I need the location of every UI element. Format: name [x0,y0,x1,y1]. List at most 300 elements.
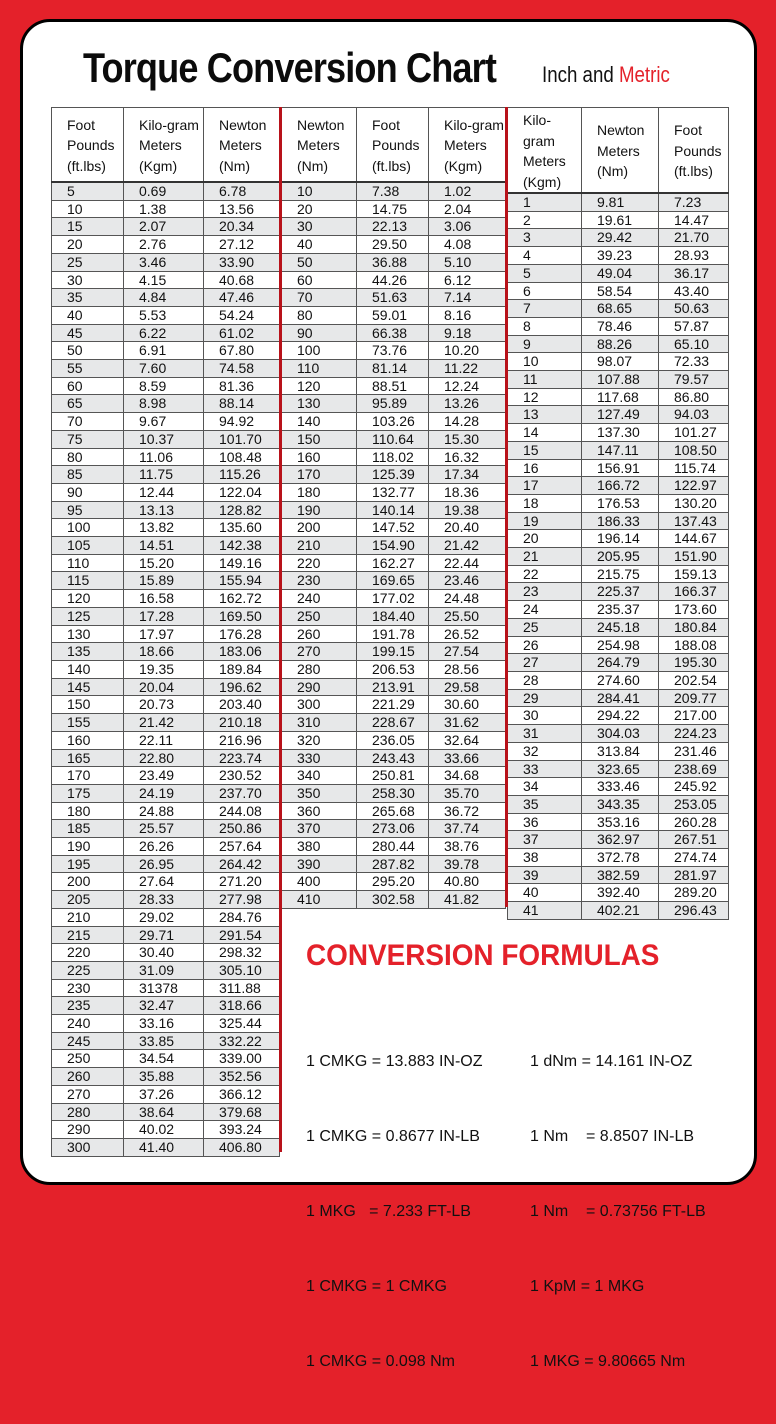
table-cell: 295.20 [357,873,429,891]
table-cell: 1 [508,193,582,211]
table-row [508,530,729,548]
table-cell: 88.26 [582,335,659,353]
table-row [52,1068,280,1086]
table-row [52,961,280,979]
formula: 1 CMKG = 1 CMKG [306,1278,447,1295]
table-row [282,483,506,501]
table-cell: 37 [508,831,582,849]
table-cell: 65 [52,395,124,413]
table-cell: 50 [282,253,357,271]
table-cell: 74.58 [204,360,280,378]
table-cell: 65.10 [659,335,729,353]
table-cell: 30 [282,218,357,236]
column-header: Newton Meters (Nm) [204,108,280,183]
table-cell: 43.40 [659,282,729,300]
table-cell: 17 [508,477,582,495]
table-cell: 19 [508,512,582,530]
table-row [508,760,729,778]
table-cell: 195.30 [659,654,729,672]
table-cell: 20.04 [124,678,204,696]
table-row [508,406,729,424]
table-row [52,820,280,838]
table-cell: 17.34 [429,466,506,484]
table-cell: 156.91 [582,459,659,477]
table-cell: 325.44 [204,1015,280,1033]
table-cell: 94.92 [204,413,280,431]
table-cell: 132.77 [357,483,429,501]
table-cell: 33.85 [124,1032,204,1050]
table-cell: 45 [52,324,124,342]
table-cell: 225 [52,961,124,979]
table-cell: 28.56 [429,660,506,678]
table-row [508,636,729,654]
table-cell: 4.15 [124,271,204,289]
table-cell: 130.20 [659,494,729,512]
table-cell: 21.42 [124,714,204,732]
table-cell: 330 [282,749,357,767]
table-cell: 186.33 [582,512,659,530]
table-cell: 75 [52,430,124,448]
table-row [282,182,506,200]
table-cell: 16 [508,459,582,477]
table-row [508,193,729,211]
table-cell: 14 [508,424,582,442]
table-cell: 2.04 [429,200,506,218]
table-row [508,778,729,796]
table-row [508,512,729,530]
table-cell: 81.36 [204,377,280,395]
table-cell: 32.47 [124,997,204,1015]
table-cell: 145 [52,678,124,696]
table-cell: 189.84 [204,660,280,678]
table-cell: 18.66 [124,643,204,661]
table-cell: 57.87 [659,317,729,335]
table-cell: 406.80 [204,1138,280,1156]
table-row [508,477,729,495]
table-cell: 14.75 [357,200,429,218]
table-cell: 24.48 [429,590,506,608]
table-cell: 22.44 [429,554,506,572]
table-cell: 9.18 [429,324,506,342]
table-cell: 36 [508,813,582,831]
table-cell: 333.46 [582,778,659,796]
table-row [52,519,280,537]
table-cell: 150 [52,696,124,714]
table-row [52,182,280,200]
table-cell: 20.40 [429,519,506,537]
table-cell: 115.74 [659,459,729,477]
table-nm-to-ftlb-kgm [281,107,506,909]
table-cell: 140 [52,660,124,678]
table-cell: 410 [282,891,357,909]
table-row [52,360,280,378]
table-cell: 205 [52,891,124,909]
table-row [508,335,729,353]
table-cell: 5 [508,264,582,282]
table-cell: 120 [52,590,124,608]
table-cell: 55 [52,360,124,378]
table-cell: 224.23 [659,725,729,743]
formula: 1 Nm = 0.73756 FT-LB [530,1203,706,1220]
table-cell: 166.72 [582,477,659,495]
table-cell: 200 [52,873,124,891]
table-cell: 220 [52,944,124,962]
table-cell: 32 [508,742,582,760]
table-cell: 50.63 [659,300,729,318]
table-row [508,866,729,884]
table-cell: 19.38 [429,501,506,519]
table-cell: 41.82 [429,891,506,909]
table-row [282,714,506,732]
table-row [52,342,280,360]
table-cell: 59.01 [357,306,429,324]
table-cell: 332.22 [204,1032,280,1050]
table-cell: 73.76 [357,342,429,360]
table-cell: 15 [508,441,582,459]
table-row [508,601,729,619]
formulas-right [530,999,706,1424]
table-cell: 16.58 [124,590,204,608]
table-row [52,572,280,590]
table-row [282,855,506,873]
table-cell: 18 [508,494,582,512]
table-cell: 7.14 [429,289,506,307]
table-cell: 108.50 [659,441,729,459]
table-row [282,218,506,236]
column-header: Foot Pounds (ft.lbs) [659,108,729,194]
table-cell: 290 [52,1121,124,1139]
table-cell: 184.40 [357,607,429,625]
table-cell: 298.32 [204,944,280,962]
table-row [282,448,506,466]
table-row [282,643,506,661]
table-cell: 170 [282,466,357,484]
table-row [52,784,280,802]
table-cell: 280.44 [357,838,429,856]
table-cell: 195 [52,855,124,873]
table-cell: 14.47 [659,211,729,229]
table-cell: 6.22 [124,324,204,342]
table-cell: 270 [52,1085,124,1103]
table-cell: 220 [282,554,357,572]
table-cell: 33.90 [204,253,280,271]
table-row [52,714,280,732]
table-cell: 8.16 [429,306,506,324]
table-cell: 21 [508,548,582,566]
table-cell: 4.84 [124,289,204,307]
table-cell: 27.64 [124,873,204,891]
table-cell: 98.07 [582,353,659,371]
table-cell: 7.23 [659,193,729,211]
table-cell: 238.69 [659,760,729,778]
table-cell: 54.24 [204,306,280,324]
table-cell: 68.65 [582,300,659,318]
table-cell: 29.42 [582,229,659,247]
table-cell: 40.68 [204,271,280,289]
table-cell: 170 [52,767,124,785]
table-cell: 70 [282,289,357,307]
table-cell: 81.14 [357,360,429,378]
table-cell: 302.58 [357,891,429,909]
table-row [508,282,729,300]
table-cell: 4.08 [429,236,506,254]
table-cell: 19.35 [124,660,204,678]
table-cell: 23.49 [124,767,204,785]
table-row [282,731,506,749]
table-row [508,831,729,849]
table-cell: 40 [508,884,582,902]
table-cell: 8 [508,317,582,335]
table-row [52,802,280,820]
table-row [508,707,729,725]
formula: 1 MKG = 7.233 FT-LB [306,1203,471,1220]
table-cell: 40 [52,306,124,324]
table-cell: 29.71 [124,926,204,944]
table-cell: 30.40 [124,944,204,962]
table-cell: 10 [282,182,357,200]
table-row [52,501,280,519]
table-cell: 88.14 [204,395,280,413]
table-row [508,371,729,389]
table-cell: 37.26 [124,1085,204,1103]
table-cell: 50 [52,342,124,360]
table-cell: 142.38 [204,537,280,555]
table-cell: 366.12 [204,1085,280,1103]
column-divider [279,107,282,1152]
table-cell: 162.27 [357,554,429,572]
table-row [282,820,506,838]
table-cell: 339.00 [204,1050,280,1068]
table-row [282,324,506,342]
table-cell: 260.28 [659,813,729,831]
table-cell: 169.65 [357,572,429,590]
table-cell: 216.96 [204,731,280,749]
table-cell: 26.95 [124,855,204,873]
table-cell: 27.54 [429,643,506,661]
table-cell: 34.68 [429,767,506,785]
table-cell: 362.97 [582,831,659,849]
table-row [508,548,729,566]
table-cell: 39 [508,866,582,884]
table-cell: 23.46 [429,572,506,590]
subtitle-metric: Metric [618,62,670,87]
table-row [282,377,506,395]
table-cell: 180 [282,483,357,501]
table-cell: 176.28 [204,625,280,643]
table-cell: 110 [282,360,357,378]
table-cell: 267.51 [659,831,729,849]
table-cell: 27.12 [204,236,280,254]
table-row [282,360,506,378]
table-row [52,891,280,909]
table-cell: 120 [282,377,357,395]
table-row [508,618,729,636]
table-row [52,767,280,785]
table-cell: 11 [508,371,582,389]
table-cell: 135 [52,643,124,661]
table-row [52,944,280,962]
table-row [52,643,280,661]
table-row [508,459,729,477]
table-cell: 95.89 [357,395,429,413]
table-cell: 353.16 [582,813,659,831]
table-cell: 291.54 [204,926,280,944]
table-cell: 13.26 [429,395,506,413]
table-cell: 250.86 [204,820,280,838]
table-row [282,306,506,324]
table-cell: 235.37 [582,601,659,619]
table-cell: 228.67 [357,714,429,732]
table-cell: 47.46 [204,289,280,307]
table-row [52,855,280,873]
table-cell: 3.06 [429,218,506,236]
formula: 1 KpM = 1 MKG [530,1278,645,1295]
table-cell: 258.30 [357,784,429,802]
table-cell: 11.06 [124,448,204,466]
table-row [52,1085,280,1103]
table-cell: 250 [52,1050,124,1068]
table-cell: 26 [508,636,582,654]
table-cell: 6.91 [124,342,204,360]
table-cell: 101.70 [204,430,280,448]
table-cell: 15.20 [124,554,204,572]
table-row [52,466,280,484]
table-cell: 352.56 [204,1068,280,1086]
table-cell: 14.51 [124,537,204,555]
column-header: Kilo-gram Meters (Kgm) [124,108,204,183]
column-divider [505,107,508,907]
header [23,22,754,108]
table-cell: 205.95 [582,548,659,566]
table-ftlb-to-kgm-nm [51,107,280,1157]
table-cell: 180 [52,802,124,820]
table-cell: 22 [508,565,582,583]
table-cell: 31.62 [429,714,506,732]
table-cell: 210 [52,908,124,926]
table-cell: 2 [508,211,582,229]
table-cell: 25.50 [429,607,506,625]
table-cell: 30 [508,707,582,725]
table-cell: 33.16 [124,1015,204,1033]
table-row [282,554,506,572]
table-cell: 2.76 [124,236,204,254]
table-row [282,696,506,714]
table-cell: 118.02 [357,448,429,466]
table-cell: 281.97 [659,866,729,884]
table-cell: 273.06 [357,820,429,838]
table-kgm-to-nm-ftlb [507,107,729,920]
table-cell: 26.52 [429,625,506,643]
table-cell: 245.92 [659,778,729,796]
table-row [52,306,280,324]
subtitle [542,62,670,88]
table-cell: 149.16 [204,554,280,572]
table-cell: 24.88 [124,802,204,820]
table-cell: 6.78 [204,182,280,200]
table-cell: 154.90 [357,537,429,555]
table-cell: 137.43 [659,512,729,530]
table-cell: 80 [282,306,357,324]
table-cell: 94.03 [659,406,729,424]
table-row [508,229,729,247]
formulas-heading: CONVERSION FORMULAS [306,939,660,972]
table-cell: 110.64 [357,430,429,448]
table-cell: 199.15 [357,643,429,661]
table-row [508,388,729,406]
table-cell: 243.43 [357,749,429,767]
column-header: Newton Meters (Nm) [282,108,357,183]
table-row [52,289,280,307]
table-row [282,891,506,909]
table-cell: 22.11 [124,731,204,749]
table-cell: 190 [282,501,357,519]
table-cell: 37.74 [429,820,506,838]
table-cell: 240 [52,1015,124,1033]
table-row [282,200,506,218]
table-row [508,211,729,229]
table-row [52,413,280,431]
table-row [52,1015,280,1033]
page-title: Torque Conversion Chart [83,44,497,91]
table-row [52,997,280,1015]
table-row [282,395,506,413]
table-cell: 5 [52,182,124,200]
table-cell: 203.40 [204,696,280,714]
table-cell: 20 [52,236,124,254]
column-header: Foot Pounds (ft.lbs) [357,108,429,183]
table-row [282,749,506,767]
table-header-row [508,108,729,194]
table-cell: 221.29 [357,696,429,714]
table-cell: 23 [508,583,582,601]
table-cell: 13.56 [204,200,280,218]
table-row [52,696,280,714]
table-row [52,1050,280,1068]
table-cell: 3 [508,229,582,247]
table-row [282,466,506,484]
table-row [52,448,280,466]
table-cell: 16.32 [429,448,506,466]
table-cell: 85 [52,466,124,484]
table-cell: 6.12 [429,271,506,289]
table-cell: 117.68 [582,388,659,406]
table-row [282,572,506,590]
table-cell: 215 [52,926,124,944]
table-row [52,625,280,643]
table-cell: 177.02 [357,590,429,608]
table-cell: 7 [508,300,582,318]
table-cell: 185 [52,820,124,838]
table-cell: 60 [52,377,124,395]
table-cell: 260 [282,625,357,643]
table-cell: 33 [508,760,582,778]
table-cell: 9.67 [124,413,204,431]
table-row [282,519,506,537]
table-row [52,236,280,254]
table-cell: 7.60 [124,360,204,378]
table-cell: 253.05 [659,795,729,813]
table-cell: 296.43 [659,902,729,920]
table-cell: 28 [508,671,582,689]
table-cell: 18.36 [429,483,506,501]
table-cell: 191.78 [357,625,429,643]
table-cell: 20 [282,200,357,218]
table-cell: 206.53 [357,660,429,678]
table-cell: 38 [508,849,582,867]
table-cell: 17.97 [124,625,204,643]
table-cell: 200 [282,519,357,537]
table-row [52,926,280,944]
